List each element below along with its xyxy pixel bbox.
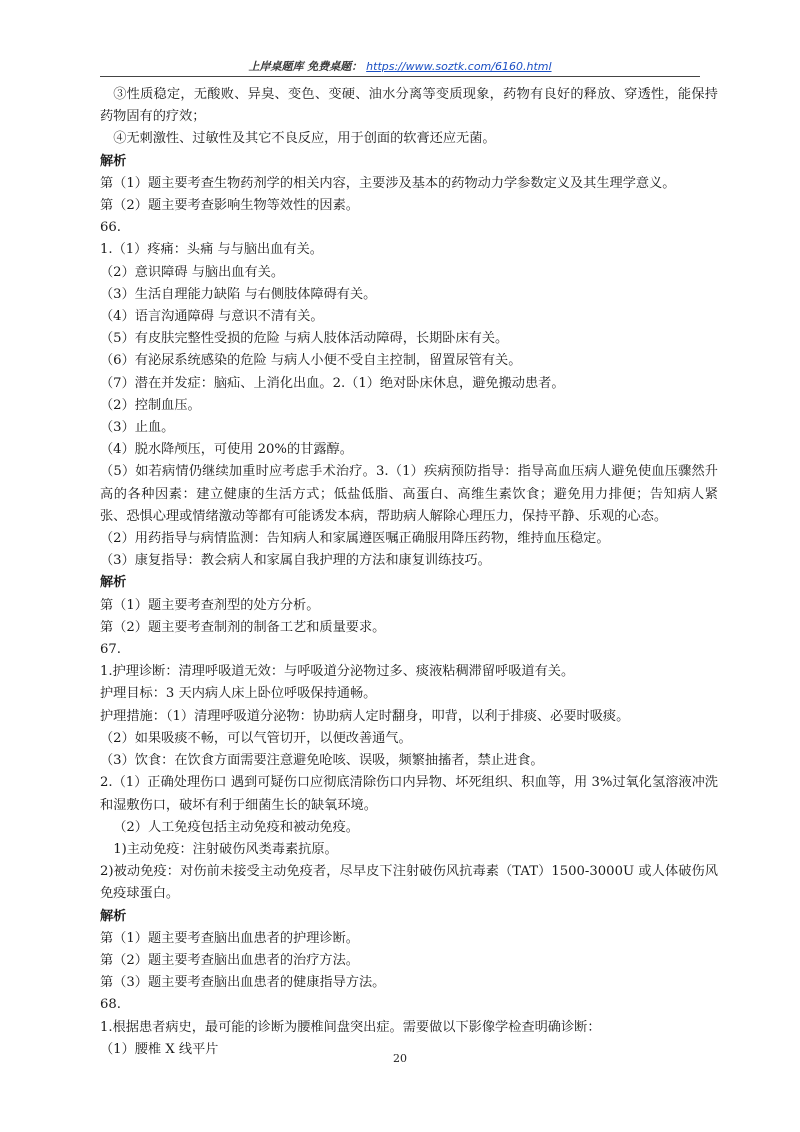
paragraph: 第（3）题主要考查脑出血患者的健康指导方法。 — [100, 975, 386, 991]
paragraph: ③性质稳定，无酸败、异臭、变色、变硬、油水分离等变质现象，药物有良好的释放、穿透性，能保持药物固有的疗效； — [100, 87, 718, 125]
paragraph: （2）用药指导与病情监测：告知病人和家属遵医嘱正确服用降压药物，维持血压稳定。 — [100, 531, 610, 547]
paragraph: （5）如若病情仍继续加重时应考虑手术治疗。3.（1）疾病预防指导：指导高血压病人避免使血压骤然升高的各种因素：建立健康的生活方式；低盐低脂、高蛋白、高维生素饮食；避免用力排便；告知病人紧张、恐惧心理或情绪激动等都有可能诱发本病，帮助病人解除心理压力，保持平静、乐观的心态。 — [100, 464, 718, 524]
paragraph: （2）如果吸痰不畅，可以气管切开，以便改善通气。 — [100, 730, 412, 746]
document-body — [100, 84, 718, 1061]
paragraph: （5）有皮肤完整性受损的危险 与病人肢体活动障碍，长期卧床有关。 — [100, 331, 509, 347]
paragraph: （2）人工免疫包括主动免疫和被动免疫。 — [113, 819, 359, 835]
section-heading-analysis: 解析 — [100, 908, 127, 924]
section-heading-analysis: 解析 — [100, 153, 127, 169]
paragraph: 1.（1）疼痛：头痛 与与脑出血有关。 — [100, 242, 323, 258]
paragraph: 护理目标：3 天内病人床上卧位呼吸保持通畅。 — [100, 686, 377, 702]
page-header — [100, 58, 700, 74]
paragraph: （6）有泌尿系统感染的危险 与病人小便不受自主控制，留置尿管有关。 — [100, 353, 522, 369]
paragraph: （4）脱水降颅压，可使用 20%的甘露醇。 — [100, 442, 353, 458]
paragraph: （3）康复指导：教会病人和家属自我护理的方法和康复训练技巧。 — [100, 553, 491, 569]
paragraph: 第（1）题主要考查脑出血患者的护理诊断。 — [100, 930, 359, 946]
paragraph: （3）饮食：在饮食方面需要注意避免呛咳、误吸，频繁抽搐者，禁止进食。 — [100, 753, 544, 769]
paragraph: （2）意识障碍 与脑出血有关。 — [100, 264, 285, 280]
paragraph: 2)被动免疫：对伤前未接受主动免疫者，尽早皮下注射破伤风抗毒素（TAT）1500-3000U 或人体破伤风免疫球蛋白。 — [100, 864, 718, 902]
paragraph: （3）止血。 — [100, 420, 175, 436]
paragraph: 第（1）题主要考查生物药剂学的相关内容，主要涉及基本的药物动力学参数定义及其生理学意义。 — [100, 175, 676, 191]
question-number: 68. — [100, 997, 121, 1013]
paragraph: （1）腰椎 X 线平片 — [100, 1041, 219, 1057]
paragraph: 第（1）题主要考查剂型的处方分析。 — [100, 597, 320, 613]
page-number: 20 — [393, 1052, 407, 1065]
paragraph: ④无刺激性、过敏性及其它不良反应，用于创面的软膏还应无菌。 — [113, 131, 496, 147]
paragraph: 1.根据患者病史，最可能的诊断为腰椎间盘突出症。需要做以下影像学检查明确诊断： — [100, 1019, 601, 1035]
question-number: 66. — [100, 220, 121, 236]
paragraph: 1)主动免疫：注射破伤风类毒素抗原。 — [113, 841, 338, 857]
paragraph: 1.护理诊断：清理呼吸道无效：与呼吸道分泌物过多、痰液粘稠滞留呼吸道有关。 — [100, 664, 575, 680]
paragraph: 2.（1）正确处理伤口 遇到可疑伤口应彻底清除伤口内异物、坏死组织、积血等，用 3%过氧化氢溶液冲洗和湿敷伤口，破坏有利于细菌生长的缺氧环境。 — [100, 775, 718, 813]
paragraph: （4）语言沟通障碍 与意识不清有关。 — [100, 309, 324, 325]
paragraph: （3）生活自理能力缺陷 与右侧肢体障碍有关。 — [100, 286, 377, 302]
section-heading-analysis: 解析 — [100, 575, 127, 591]
paragraph: 第（2）题主要考查制剂的制备工艺和质量要求。 — [100, 619, 386, 635]
paragraph: 第（2）题主要考查脑出血患者的治疗方法。 — [100, 952, 359, 968]
paragraph: 护理措施：（1）清理呼吸道分泌物：协助病人定时翻身，叩背，以利于排痰、必要时吸痰。 — [100, 708, 630, 724]
paragraph: 第（2）题主要考查影响生物等效性的因素。 — [100, 198, 359, 214]
header-label: 上岸桌题库 免费桌题： — [248, 60, 363, 73]
header-divider — [100, 76, 700, 77]
question-number: 67. — [100, 642, 121, 658]
paragraph: （2）控制血压。 — [100, 397, 201, 413]
header-link[interactable]: https://www.soztk.com/6160.html — [366, 60, 552, 73]
paragraph: （7）潜在并发症：脑疝、上消化出血。2.（1）绝对卧床休息，避免搬动患者。 — [100, 375, 565, 391]
